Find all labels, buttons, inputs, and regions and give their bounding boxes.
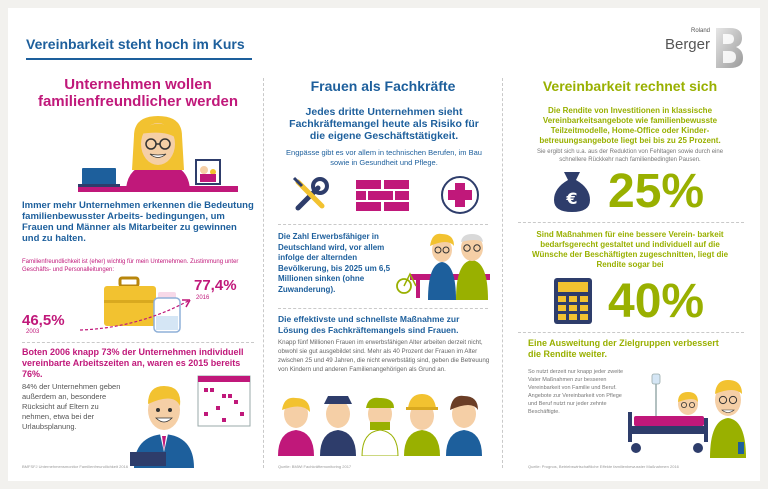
- stat-2016-year: 2016: [196, 295, 210, 301]
- money-bag-icon: [552, 168, 592, 214]
- col1-lead: Immer mehr Unternehmen erkennen die Bedeutung familienbewusster Arbeits- bedingungen, um Frauen und Männer als Mitarbeiter zu gewinnen und zu halten.: [22, 200, 254, 244]
- col2-separator-1: [278, 224, 488, 225]
- col3-sub1: Sie ergibt sich u.a. aus der Reduktion von Fehltagen sowie durch eine schnellere Rückkehr nach familienbedingten Pausen.: [536, 149, 724, 163]
- woman-at-desk-illustration: [78, 116, 238, 192]
- col2-measure-title: Die effektivste und schnellste Maßnahme zur Lösung des Fachkräftemangels sind Frauen.: [278, 314, 460, 335]
- workers-row-illustration: [276, 386, 492, 456]
- medical-cross-icon: [440, 175, 480, 215]
- col1-chart-caption: Familienfreundlichkeit ist (eher) wichtig für mein Unternehmen. Zustimmung unter Geschäfts- und Personalleitungen:: [22, 259, 239, 273]
- calculator-icon: [554, 278, 592, 324]
- main-title: Vereinbarkeit steht hoch im Kurs: [26, 36, 245, 52]
- col2-measure-body: Knapp fünf Millionen Frauen im erwerbsfähigen Alter arbeiten derzeit nicht, obwohl sie gut ausgebildet sind. Mehr als 40 Prozent der Frauen im Alter zwischen 25 und 49 Jahren, die nicht erwerbstätig sind, geben die Betreuung von Kindern und anderen Familienangehörigen als Grund an.: [278, 339, 490, 373]
- col3-source: Quelle: Prognos, Betriebswirtschaftliche Effekte familienbewusster Maßnahmen 2016: [528, 464, 679, 469]
- stat-2003-value: 46,5%: [22, 312, 65, 329]
- man-with-calendar-illustration: [126, 374, 256, 468]
- pct-40: 40%: [608, 275, 705, 328]
- logo-b-icon: [714, 26, 744, 70]
- col3-separator-1: [518, 222, 744, 223]
- stat-2016-value: 77,4%: [194, 277, 237, 294]
- col3-lead3: Eine Ausweitung der Zielgruppen verbessert die Rendite weiter.: [528, 338, 719, 359]
- col2-lead: Jedes dritte Unternehmen sieht Fachkräftemangel heute als Risiko für die eigene Geschäftstätigkeit.: [289, 106, 479, 142]
- col3-title: Vereinbarkeit rechnet sich: [542, 78, 718, 94]
- col2-source: Quelle: BMWi Fachkräftemonitoring 2017: [278, 464, 352, 469]
- roland-berger-logo: [656, 26, 744, 70]
- title-rule: [26, 58, 252, 60]
- col3-body3: So nutzt derzeit nur knapp jeder zweite Vater Maßnahmen zur besseren Vereinbarkeit von Familie und Beruf. Angebote zur Vereinbarkeit von Pflege und Beruf nutzt nur jeder zehnte Beschäftigte.: [528, 369, 624, 415]
- col1-source: BMFSFJ Unternehmensmonitor Familienfreundlichkeit 2016: [22, 464, 129, 469]
- svg-text:€: €: [566, 189, 578, 208]
- bricks-icon: [356, 180, 410, 212]
- logo-line2: Berger: [664, 36, 710, 53]
- stat-2003-year: 2003: [26, 329, 40, 335]
- column-divider-1: [263, 78, 264, 468]
- logo-line1: Roland: [690, 28, 710, 34]
- column-employers: [18, 72, 258, 472]
- col3-separator-2: [518, 332, 744, 333]
- col1-body2: 84% der Unternehmen geben außerdem an, besondere Rücksicht auf Eltern zu nehmen, etwa bei der Urlaubsplanung.: [22, 382, 121, 431]
- col1-title: Unternehmen wollen familienfreundlicher werden: [37, 76, 239, 110]
- column-compatibility-pays: [508, 72, 752, 472]
- growth-arrow-icon: [78, 294, 198, 334]
- col1-lead2: Boten 2006 knapp 73% der Unternehmen individuell vereinbarte Arbeitszeiten an, waren es 2015 bereits 76%.: [22, 347, 244, 379]
- col2-title: Frauen als Fachkräfte: [310, 78, 456, 94]
- col2-sub: Engpässe gibt es vor allem in technischen Berufen, im Bau sowie in Gesundheit und Pflege.: [286, 148, 482, 167]
- care-bed-illustration: [626, 368, 750, 458]
- col3-lead2: Sind Maßnahmen für eine bessere Verein- barkeit bedarfsgerecht gestaltet und individuell auf die Wünsche der Beschäftigten zugeschnitten, liegt die Rendite sogar bei: [531, 230, 729, 269]
- col2-demography: Die Zahl Erwerbsfähiger in Deutschland wird, vor allem infolge der alternden Bevölkerung, bis 2025 um 6,5 Millionen sinken (ohne Zuwanderung).: [278, 232, 391, 294]
- wrench-screwdriver-icon: [292, 176, 330, 214]
- col3-lead1: Die Rendite von Investitionen in klassische Vereinbarkeitsangebote wie familienbewusste Teilzeitmodelle, Home-Office oder Kinder- betreuungsangebote liegt bei bis zu 25 Prozent.: [539, 106, 721, 145]
- elderly-couple-illustration: [396, 228, 492, 300]
- pct-25: 25%: [608, 165, 705, 218]
- col2-separator-2: [278, 308, 488, 309]
- column-divider-2: [502, 78, 503, 468]
- col1-separator: [22, 342, 254, 343]
- infographic: [8, 8, 760, 481]
- column-women-skilled-workers: [270, 72, 496, 472]
